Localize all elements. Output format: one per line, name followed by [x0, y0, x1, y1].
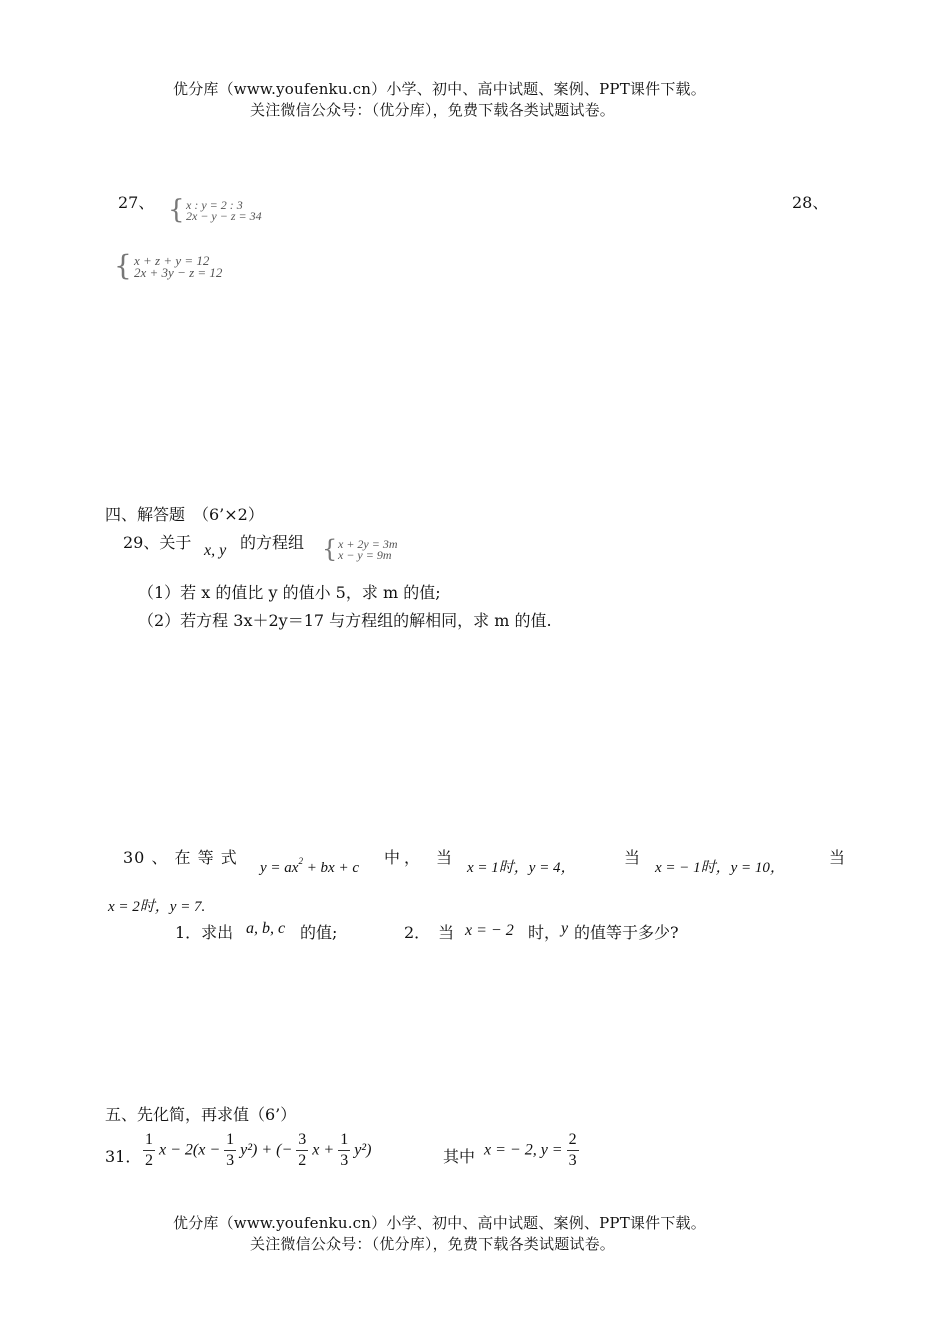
footer-line-1: 优分库（www.youfenku.cn）小学、初中、高中试题、案例、PPT课件下载。: [173, 1214, 706, 1232]
q30-label: 30 、 在 等 式: [123, 848, 238, 867]
q31-part-c: x +: [312, 1141, 335, 1159]
section4-title: 四、解答题 （6’×2）: [105, 505, 264, 524]
q30-cond1: x = 1时，y = 4，: [467, 860, 576, 876]
q31-label: 31．: [105, 1147, 142, 1166]
q30-cond2: x = − 1时，y = 10，: [655, 860, 785, 876]
q30-zhong: 中，: [384, 848, 425, 867]
q31-fraction-5: $\frac{2}{3}$: [568, 1131, 577, 1169]
q29-text: 的方程组: [240, 533, 305, 552]
q30-dang1: 当: [436, 848, 453, 867]
q27-eq3: x + z + y = 12: [134, 253, 210, 268]
section5-title: 五、先化简，再求值（6’）: [105, 1105, 297, 1124]
q28-label: 28、: [792, 193, 829, 212]
q30-equation: $y = ax^2$ + bx + c: [260, 856, 359, 876]
q27-brace-2: {: [114, 249, 132, 282]
q31-condition: [484, 1130, 579, 1171]
q27-brace-1: {: [168, 195, 185, 225]
q30-cond3: x = 2时，y = 7.: [108, 899, 206, 915]
q31-expression: [143, 1130, 371, 1171]
q29-eq2: x − y = 9m: [338, 548, 392, 562]
header-line-1: 优分库（www.youfenku.cn）小学、初中、高中试题、案例、PPT课件下载。: [173, 80, 706, 98]
q30-task2-prefix: 2． 当: [404, 923, 455, 942]
q27-eq4: 2x + 3y − z = 12: [134, 265, 223, 280]
q31-fraction-4: $\frac{1}{3}$: [340, 1131, 349, 1169]
q31-part-a: x − 2(x −: [159, 1141, 221, 1159]
q31-fraction-1: $\frac{1}{2}$: [145, 1131, 153, 1169]
q31-fraction-3: $\frac{3}{2}$: [298, 1131, 307, 1169]
q29-eq1: x + 2y = 3m: [338, 537, 398, 551]
q30-task1-vars: a, b, c: [246, 920, 286, 937]
q30-task2-var: y: [561, 920, 569, 937]
q29-label: 29、关于: [123, 533, 192, 552]
q27-system-2: [134, 255, 222, 279]
q27-label: 27、: [118, 193, 155, 212]
header-line-2: 关注微信公众号：（优分库），免费下载各类试题试卷。: [250, 101, 616, 119]
q29-vars: x, y: [204, 542, 227, 559]
q30-task2-mid: 时，: [528, 923, 561, 942]
footer-line-2: 关注微信公众号：（优分库），免费下载各类试题试卷。: [250, 1235, 616, 1253]
q31-fraction-2: $\frac{1}{3}$: [226, 1131, 235, 1169]
q27-eq1: x : y = 2 : 3: [186, 198, 243, 212]
q30-dang2: 当: [624, 848, 641, 867]
q29-part2: （2）若方程 3x＋2y＝17 与方程组的解相同，求 m 的值.: [138, 611, 552, 630]
q31-part-d: y²): [354, 1141, 372, 1159]
q27-eq2: 2x − y − z = 34: [186, 209, 262, 223]
q31-part-b: y²) + (−: [240, 1141, 293, 1159]
q30-dang3: 当: [829, 848, 846, 867]
q30-task1-suffix: 的值;: [300, 923, 338, 942]
q29-part1: （1）若 x 的值比 y 的值小 5，求 m 的值;: [138, 583, 441, 602]
q29-brace: {: [322, 535, 338, 563]
q30-task2-cond: x = − 2: [465, 922, 514, 939]
q27-system-1: [186, 200, 262, 222]
q31-where: 其中: [443, 1147, 476, 1166]
q31-cond: x = − 2, y =: [484, 1141, 563, 1159]
q29-system: [338, 539, 398, 561]
q30-task2-suffix: 的值等于多少?: [574, 923, 679, 942]
q30-task1-prefix: 1．求出: [175, 923, 234, 942]
